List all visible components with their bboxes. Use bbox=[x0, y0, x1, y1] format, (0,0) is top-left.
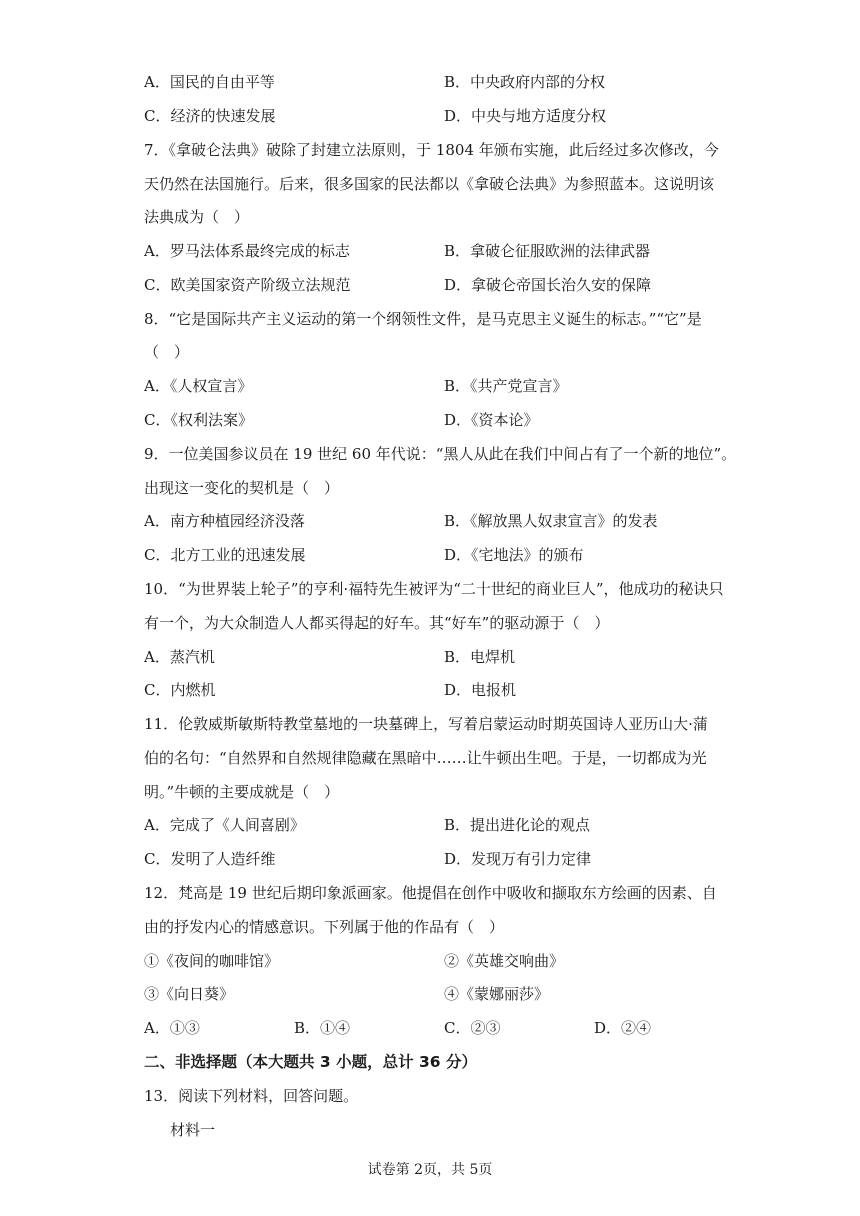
q6-option-a: A．国民的自由平等 bbox=[144, 73, 275, 91]
q7-option-a: A．罗马法体系最终完成的标志 bbox=[144, 242, 350, 260]
q11-stem-line-2: 伯的名句：“自然界和自然规律隐藏在黑暗中……让牛顿出生吧。于是，一切都成为光 bbox=[144, 749, 707, 767]
q12-stem-line-2: 由的抒发内心的情感意识。下列属于他的作品有（ ） bbox=[144, 918, 505, 936]
q6-option-d: D．中央与地方适度分权 bbox=[444, 107, 607, 125]
q9-option-c: C．北方工业的迅速发展 bbox=[144, 546, 306, 564]
section-heading: 二、非选择题（本大题共 3 小题，总计 36 分） bbox=[144, 1053, 477, 1071]
q13-material-label: 材料一 bbox=[170, 1121, 216, 1139]
q8-option-d: D．《资本论》 bbox=[444, 411, 539, 429]
q12-option-c: C．②③ bbox=[444, 1019, 501, 1037]
q11-stem-line-3: 明。”牛顿的主要成就是（ ） bbox=[144, 783, 340, 801]
q12-option-b: B．①④ bbox=[294, 1019, 351, 1037]
q12-stem-line-1: 12．梵高是 19 世纪后期印象派画家。他提倡在创作中吸收和撷取东方绘画的因素、自 bbox=[144, 884, 717, 902]
q10-option-d: D．电报机 bbox=[444, 681, 517, 699]
q10-option-c: C．内燃机 bbox=[144, 681, 216, 699]
q7-stem-line-1: 7．《拿破仑法典》破除了封建立法原则，于 1804 年颁布实施，此后经过多次修改，今 bbox=[144, 141, 719, 159]
page-footer: 试卷第 2页，共 5页 bbox=[367, 1162, 493, 1178]
q7-stem-line-3: 法典成为（ ） bbox=[144, 208, 250, 226]
q10-stem-line-2: 有一个，为大众制造人人都买得起的好车。其“好车”的驱动源于（ ） bbox=[144, 614, 610, 632]
q6-option-b: B．中央政府内部的分权 bbox=[444, 73, 606, 91]
q9-option-b: B．《解放黑人奴隶宣言》的发表 bbox=[444, 512, 658, 530]
q9-option-d: D．《宅地法》的颁布 bbox=[444, 546, 584, 564]
q9-stem-line-2: 出现这一变化的契机是（ ） bbox=[144, 479, 340, 497]
q11-option-a: A．完成了《人间喜剧》 bbox=[144, 816, 305, 834]
q8-stem-line-1: 8．“它是国际共产主义运动的第一个纲领性文件，是马克思主义诞生的标志。”“它”是 bbox=[144, 310, 702, 328]
q7-stem-line-2: 天仍然在法国施行。后来，很多国家的民法都以《拿破仑法典》为参照蓝本。这说明该 bbox=[144, 175, 715, 193]
q8-option-c: C．《权利法案》 bbox=[144, 411, 253, 429]
q10-option-a: A．蒸汽机 bbox=[144, 648, 215, 666]
q11-stem-line-1: 11．伦敦威斯敏斯特教堂墓地的一块墓碑上，写着启蒙运动时期英国诗人亚历山大·蒲 bbox=[144, 715, 708, 733]
q10-stem-line-1: 10．“为世界装上轮子”的亨利·福特先生被评为“二十世纪的商业巨人”，他成功的秘诀只 bbox=[144, 580, 724, 598]
q9-option-a: A．南方种植园经济没落 bbox=[144, 512, 305, 530]
q12-option-a: A．①③ bbox=[144, 1019, 200, 1037]
q9-stem-line-1: 9．一位美国参议员在 19 世纪 60 年代说：“黑人从此在我们中间占有了一个新的地位”。 bbox=[144, 445, 737, 463]
q7-option-b: B．拿破仑征服欧洲的法律武器 bbox=[444, 242, 651, 260]
q7-option-c: C．欧美国家资产阶级立法规范 bbox=[144, 276, 351, 294]
q12-option-d: D．②④ bbox=[594, 1019, 652, 1037]
q12-item-3: ③《向日葵》 bbox=[144, 985, 235, 1003]
q12-item-1: ①《夜间的咖啡馆》 bbox=[144, 952, 280, 970]
q10-option-b: B．电焊机 bbox=[444, 648, 516, 666]
q7-option-d: D．拿破仑帝国长治久安的保障 bbox=[444, 276, 652, 294]
q12-item-4: ④《蒙娜丽莎》 bbox=[444, 985, 550, 1003]
q11-option-d: D．发现万有引力定律 bbox=[444, 850, 592, 868]
q11-option-b: B．提出进化论的观点 bbox=[444, 816, 591, 834]
q8-option-a: A．《人权宣言》 bbox=[144, 377, 253, 395]
q8-option-b: B．《共产党宣言》 bbox=[444, 377, 568, 395]
q6-option-c: C．经济的快速发展 bbox=[144, 107, 276, 125]
q12-item-2: ②《英雄交响曲》 bbox=[444, 952, 565, 970]
q8-stem-line-2: （ ） bbox=[144, 343, 190, 361]
q13-stem: 13．阅读下列材料，回答问题。 bbox=[144, 1087, 359, 1105]
q11-option-c: C．发明了人造纤维 bbox=[144, 850, 276, 868]
